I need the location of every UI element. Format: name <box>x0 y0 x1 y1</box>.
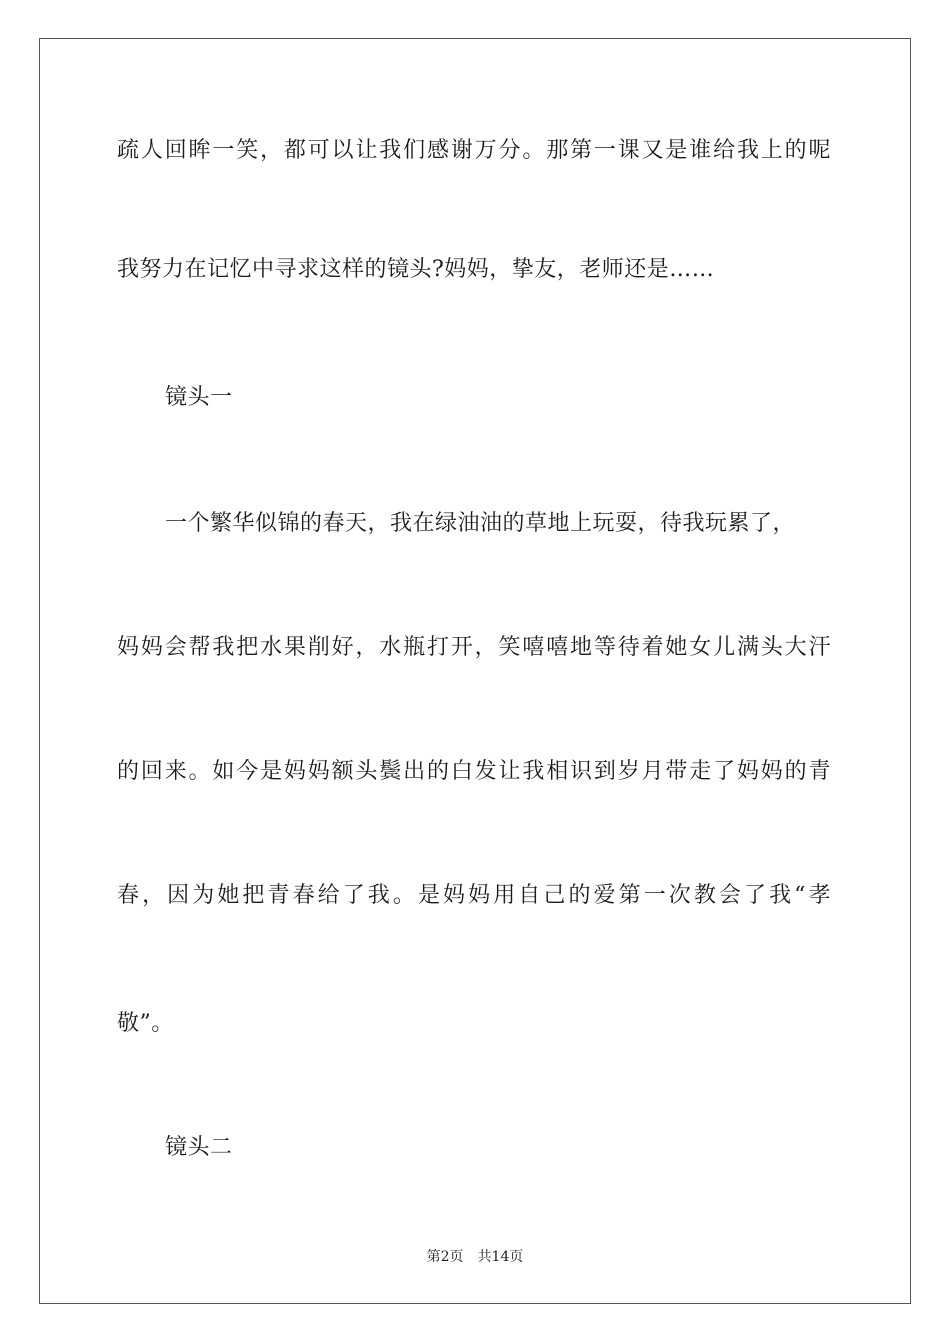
paragraph-line-5: 的回来。如今是妈妈额头鬓出的白发让我相识到岁月带走了妈妈的青 <box>117 759 831 784</box>
section-heading-1: 镜头一 <box>165 385 233 410</box>
paragraph-line-4: 妈妈会帮我把水果削好，水瓶打开，笑嘻嘻地等待着她女儿满头大汗 <box>117 635 831 660</box>
paragraph-line-1: 疏人回眸一笑，都可以让我们感谢万分。那第一课又是谁给我上的呢 <box>117 138 831 163</box>
section-heading-2: 镜头二 <box>165 1135 233 1160</box>
page-footer <box>0 1248 950 1266</box>
paragraph-line-7: 敬”。 <box>117 1011 174 1036</box>
paragraph-line-3: 一个繁华似锦的春天，我在绿油油的草地上玩耍，待我玩累了， <box>165 511 796 536</box>
paragraph-line-6: 春，因为她把青春给了我。是妈妈用自己的爱第一次教会了我“孝 <box>117 883 831 908</box>
page-number: 第2页 <box>426 1249 464 1265</box>
page-total: 共14页 <box>477 1249 524 1265</box>
page-border <box>39 38 911 1304</box>
paragraph-line-2: 我努力在记忆中寻求这样的镜头?妈妈，挚友，老师还是…… <box>117 257 715 282</box>
